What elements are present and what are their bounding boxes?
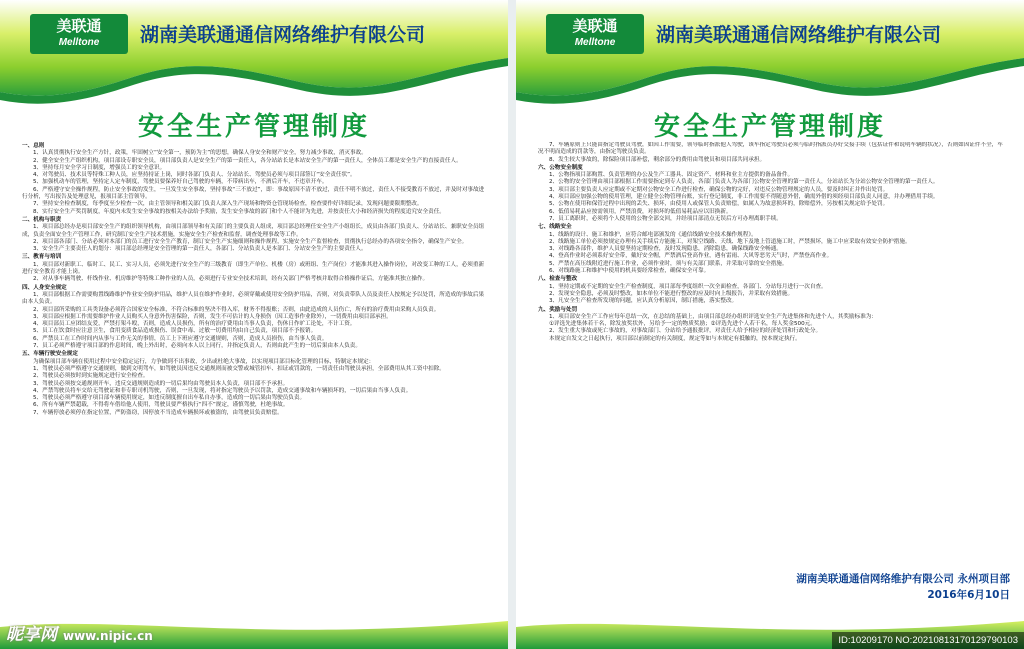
paragraph: 2、发现安全隐患，必须及时整改，如本单位不能进行整改的应及时向上级报告，并采取有效措施。: [549, 290, 794, 297]
watermark: [6, 620, 153, 645]
paragraph: 1、线路的设计、施工和维护，应符合邮电部颁发的《通信线路安全技术操作规程》。: [549, 231, 757, 238]
paragraph: 4、严禁驾驶员将车交给无驾驶证和非专职司机驾驶，否则，一旦发现，将对指定驾驶员予以罚款，造成交通事故和车辆损坏的，一切后果由当事人负责。: [33, 387, 412, 394]
paragraph: 2、公物的安全管理由项目部根据工作需要指定到专人负责，各部门负责人为各部门公物安全管理的第一责任人，分站站长为分站公物安全管理的第一责任人。: [549, 179, 939, 186]
paragraph: 5、加强机动车的管理，坚持定人定车制度，驾驶员要保养好自己驾驶的车辆，不带病出车，不酒后开车，不违章开车。: [33, 179, 328, 186]
paragraph: 2、项目部各部门、分站必须对本部门的员工进行安全生产教育，制订安全生产实施细则和操作规程，实施安全生产监督检查，贯彻执行总经办的各项安全指令，确保生产安全。: [33, 238, 468, 245]
paragraph: 4、登高作业时必须系好安全带，戴好安全帽，严禁酒后登高作业，遇有雷雨、大风等恶劣天气时，严禁登高作业。: [549, 253, 833, 260]
company-name: 湖南美联通通信网络维护有限公司: [656, 24, 942, 46]
paragraph: 3、坚持每月安全学习日制度，增强员工的安全意识。: [33, 164, 166, 171]
paragraph: 1、公物指项目部购置、负责管理的办公及生产工器具、固定资产、材料和业主方提供的备品备件。: [549, 172, 794, 179]
section-heading: 三、教育与培训: [22, 254, 62, 261]
paragraph: 3、项目部主要负责人应定期或不定期对公物安全工作进行检查，确保公物的完好，对违反公物管理规定的人员，要及时纠正并作出处罚。: [549, 186, 889, 193]
logo-text-cn: 美联通: [56, 17, 102, 35]
logo-text-cn: 美联通: [572, 17, 618, 35]
document-body: [22, 142, 488, 619]
paragraph: 1、项目部对新职工、临时工、民工、实习人员，必须先进行安全生产的三级教育（即生产单位、机楼（房）或班组、生产岗位）才能准其进入操作岗位，对改变工种的工人，必须重新进行安全教育才能上岗。: [22, 261, 485, 276]
paragraph: 1、项目部总经办是项目部安全生产的组织领导机构，由项目部领导和有关部门的主要负责人组成，项目部总经理任安全生产小组组长，成员由各部门负责人、分站站长、兼职安全员组成，负责全面安全生产管理工作，研究制订安全生产技术措施，实施安全生产检查和监督，调查处理事故等工作。: [22, 224, 485, 238]
document-body: [538, 142, 1004, 569]
paragraph: 5、驾驶员必须严格遵守项目部车辆使用规定，如违反制度擅自出车私自办事，造成的一切后果由驾驶员负责。: [33, 395, 306, 402]
paragraph: 1、项目部根据工作需要购置线路维护作业安全防护用品，维护人员在维护作业时，必须穿戴或使用安全防护用品，否则，对负责带队人员及责任人按规定予以处罚，所造成的事故后果由本人负责。: [22, 291, 485, 306]
paragraph: 本规定自发文之日起执行，项目部以前制定的有关制度，规定等如与本规定有抵触的，按本规定执行。: [549, 335, 801, 342]
logo-text-en: Melltone: [574, 37, 616, 48]
paragraph: 7、坚持安全检查制度，每季度至少检查一次，由主管领导和相关部门负责人深入生产现场和物资仓管现场检查，检查要作好详细记录，发现问题要限期整改。: [33, 201, 423, 208]
paragraph: 4、项目部员工应团结友爱，严禁打架斗殴，否则，造成人员损伤，所有的治疗费用由当事人负责，伤休日作旷工论处，不计工资。: [33, 321, 356, 328]
paragraph: 7、员工离职时，必须将个人使用的公物全部交回，并经项目部清点无误后方可办理离职手续。: [549, 215, 782, 222]
paragraph: 2、对从事车辆驾驶、杆线作业、机房维护等特殊工种作业的人员，必须进行专业安全技术培训，经有关部门严格考核并取得合格操作证后，方能准其独立操作。: [33, 276, 429, 283]
paragraph: 3、凡安全生产检查所发现的问题，应认真分析原因，制订措施，落实整改。: [549, 298, 738, 305]
document-page-left: [0, 0, 508, 649]
section-heading: 九、奖励与处罚: [538, 306, 578, 313]
paragraph: 2、项目部所采购的工具类设备必须符合国家安全标准，不符合标准的坚决不得入库，财务不得报账；否则，由此造成的人员伤亡，所有的治疗费用由采购人员负责。: [33, 306, 440, 313]
company-logo: [546, 14, 644, 54]
logo-text-en: Melltone: [58, 37, 100, 48]
paragraph: 4、项目部应加强公物的使用管理，建立健全公物管理台账，实行登记制度，非工作需要不得随意外借，确需外借的须经项目部负责人同意，并办理借用手续。: [549, 194, 939, 201]
page-title: 安全生产管理制度: [137, 112, 370, 142]
page-title: 安全生产管理制度: [653, 112, 886, 142]
paragraph: 1、坚持定期或不定期的安全生产检查制度，项目部每季度组织一次全面检查，各部门、分站每月进行一次自查。: [549, 283, 827, 290]
paragraph: 2、线路施工单位必须按规定办理有关手续后方能施工，对架空线路、天线、地下及地上管道施工时，严禁损坏，施工中应采取有效安全防护措施。: [549, 238, 911, 245]
company-name: 湖南美联通通信网络维护有限公司: [140, 24, 426, 46]
sign-date: 2016年6月10日: [927, 589, 1010, 601]
signature-block: [796, 571, 1010, 603]
watermark-site: 昵享网: [6, 625, 57, 645]
image-id-label: ID:10209170 NO:20210813170129790103: [832, 632, 1024, 649]
paragraph: 5、员工在饮食时应注意卫生，食用变质食品造成损伤、误食中毒、过敏一切费用均由自己负责，项目部不予报销。: [33, 328, 317, 335]
company-logo: [30, 14, 128, 54]
paragraph: 6、严禁员工在工作时间内从事与工作无关的事情，员工上下班应遵守交通规则，否则，造成人员损伤，由当事人负责。: [33, 335, 328, 342]
paragraph: 2、健全安全生产组织机构，项目部设专职安全员，项目部负责人是安全生产的第一责任人，各分站站长是本站安全生产的第一责任人，全体员工都是安全生产的直接责任人。: [33, 157, 462, 164]
paragraph: 6、所有车辆严禁超载，不得将车借给他人使用，驾驶员要严格执行“四不”规定，谨慎驾驶，杜绝事故。: [33, 402, 289, 409]
paragraph: 7、车辆停放必须停在指定位置，严防盗窃，因停放不当造成车辆损坏或被盗的，由驾驶员负责赔偿。: [33, 409, 283, 416]
section-heading: 一、总则: [22, 143, 45, 149]
paragraph: 1、驾驶员必须严格遵守交通规则，做到文明驾车，如驾驶员因违反交通规则而被交警或城管扣车、扣证或罚款的，一切责任由驾驶员承担，全部费用从其工资中扣除。: [33, 365, 445, 372]
paragraph: 3、项目部应根据工作需要维护作业人员购买人身意外伤害保险，否则，发生不可估计的人身损伤（因工造事作业除外），一切费用由项目部承担。: [33, 313, 392, 320]
section-heading: 七、线路安全: [538, 224, 572, 231]
paragraph: 8、发生较大事故的，除保险项目部补偿，剩余部分的费用由驾驶员和项目部共同承担。: [549, 156, 766, 163]
paragraph: 2、驾驶员必须按时到实施规定进行安全检查。: [33, 373, 149, 380]
document-page-right: [516, 0, 1024, 649]
paragraph: 6、低值易耗品应按需领用，严禁浪费，对损坏的低值易耗品应以旧换新。: [549, 208, 732, 215]
section-heading: 八、检查与整改: [538, 276, 578, 283]
paragraph: 3、对线路各部件，维护人员要坚持定期检查，及时发现隐患，消除隐患，确保线路安全畅通。: [549, 246, 782, 253]
watermark-url: www.nipic.cn: [63, 629, 153, 643]
paragraph: 3、安全生产主要责任人的划分：项目部总经理是安全管理的第一责任人，各部门、分站负责人是本部门、分站安全生产的主要责任人。: [33, 246, 367, 253]
paragraph: 7、车辆原则上只能由指定驾驶员驾驶，如因工作需要，领导临时指派他人驾驶，该车指定驾驶员必须与临时指派员办好交接手续（包括证件和说明车辆的状况），否则如因证件不全，车况不明而造成的罚款等，由指定驾驶员负责。: [538, 142, 1003, 156]
paragraph: 1、认真贯彻执行安全生产方针，政策，牢固树立“安全第一，预防为主”的思想，确保人身安全和财产安全，努力减少事故，消灭事故。: [33, 150, 367, 157]
paragraph: 5、严禁在高压线附近进行施工作业，必须作业时，须与有关部门联系，并采取可靠的安全措施。: [549, 260, 788, 267]
paragraph: 5、公物在使用和保管过程中出现的丢失、损坏，由使用人或保管人负责赔偿，如属人为故意损坏的，除赔偿外，另按相关规定给予处罚。: [549, 201, 889, 208]
section-heading: 二、机构与职责: [22, 216, 62, 223]
paragraph: 4、对驾驶员、技术员等特殊工种人员，应坚持持证上岗，同时各部门负责人、分站站长、驾驶员必须与项目部签订“安全责任状”。: [33, 172, 356, 179]
paragraph: 6、对线路施工和维护中使用的机具要经常检查，确保安全可靠。: [549, 268, 710, 275]
paragraph: 为确保项目部车辆在使用过程中安全稳定运行，力争做到不出事故，少出或杜绝大事故，以实现项目部目标化管理的目标，特制定本规定：: [33, 358, 375, 365]
sign-company: 湖南美联通通信网络维护有限公司 永州项目部: [796, 573, 1010, 585]
paragraph: 8、实行安全生产奖罚制度，年度内未发生安全事故的按相关办法给予奖励，发生安全事故的部门和个人不能评为先进，并按责任大小和经济损失的程度追究安全责任。: [33, 208, 445, 215]
paragraph: 3、驾驶员必须按交通规则开车，违反交通规则造成的一切后果均由驾驶员本人负责，项目部不予承担。: [33, 380, 289, 387]
section-heading: 六、公物安全制度: [538, 164, 583, 171]
paragraph: 7、员工必须严格遵守项目部的作息时间，晚上外出时，必须向本人以上同行，并指定负责人，否则由此产生的一切后果由本人负责。: [33, 343, 361, 350]
section-heading: 四、人身安全规定: [22, 284, 67, 291]
section-heading: 五、车辆行驶安全规定: [22, 351, 78, 358]
paragraph: 1、项目部安全生产工作应每年总结一次，在总结的基础上，由项目部总经办组织评选安全生产先进集体和先进个人，其奖励标准为：: [549, 313, 877, 320]
paragraph: 6、严格遵守安全操作规程，防止安全事故的发生，一旦发生安全事故，坚持事故“三不放过”，即：事故原因不清不放过，责任不明不放过，责任人不接受教育不放过，并及时对事故进行分析，写出报告及处理意见，报项目部主管领导。: [22, 186, 485, 201]
paragraph: 2、发生重大事故或死亡事故的，对事故部门、分站给予通报批评，对责任人给予相应的经济处罚和行政处分。: [549, 328, 822, 335]
paragraph: ①评选先进集体若干名，除发放奖状外，另给予一定的物质奖励；②评选先进个人若干名，每人奖金500元。: [549, 321, 816, 328]
